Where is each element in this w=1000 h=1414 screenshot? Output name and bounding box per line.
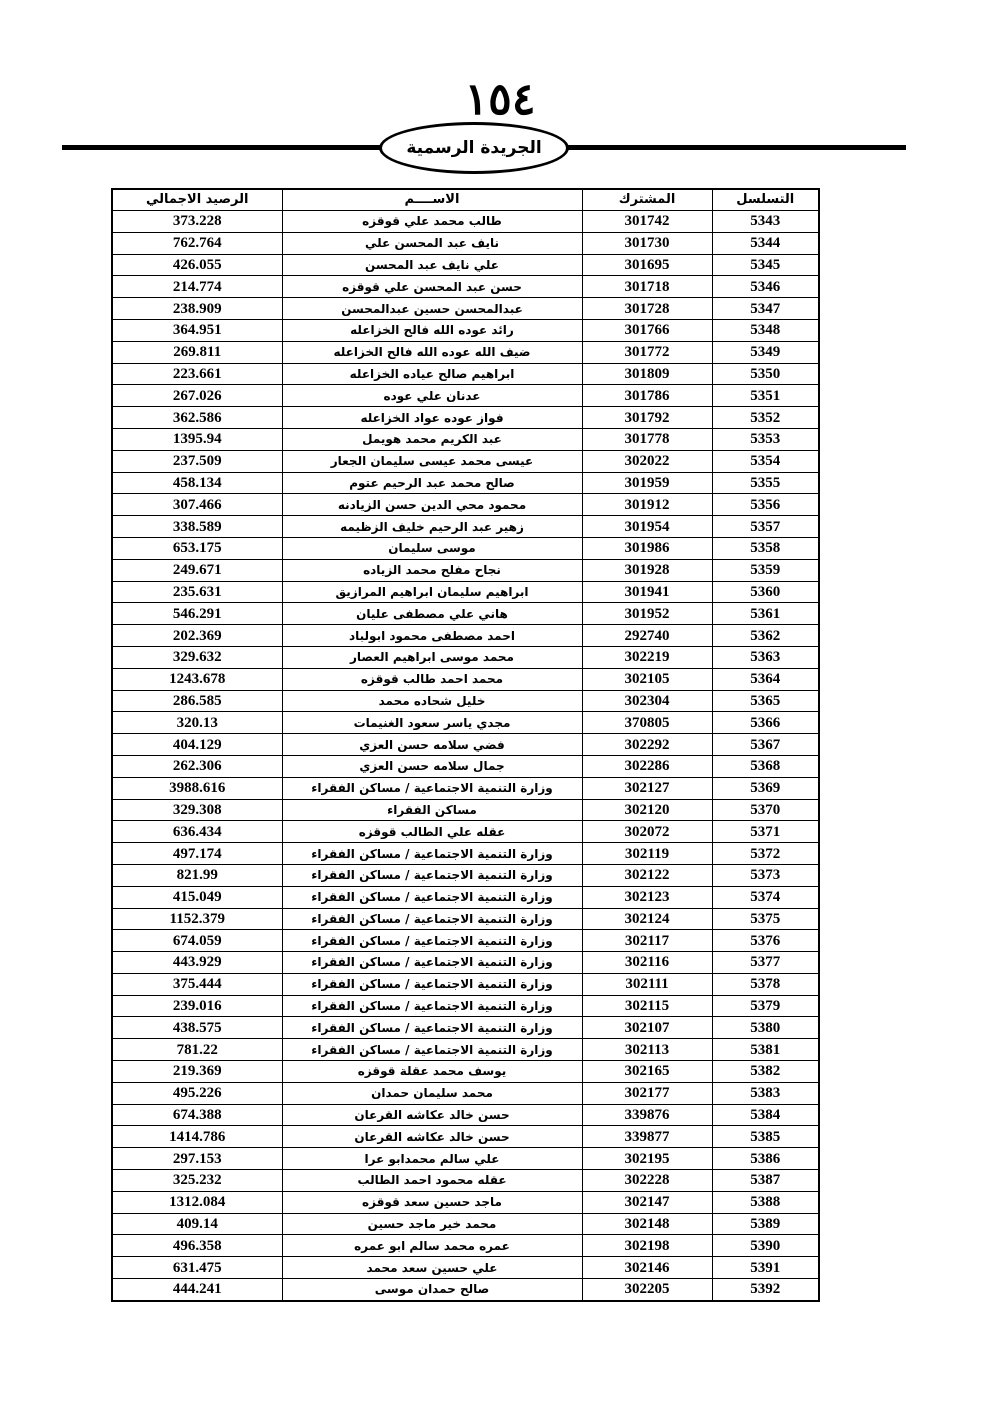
serial-cell: 5363 — [712, 646, 819, 668]
name-cell: علي حسين سعد محمد — [282, 1257, 582, 1279]
table-row — [112, 363, 819, 385]
header-rule-left — [62, 145, 382, 150]
name-cell: محمد موسى ابراهيم العصار — [282, 646, 582, 668]
table-row — [112, 1191, 819, 1213]
balance-cell: 3988.616 — [112, 777, 282, 799]
table-row — [112, 864, 819, 886]
name-cell: عيسى محمد عيسى سليمان الجعار — [282, 450, 582, 472]
subscriber-cell: 301954 — [582, 516, 712, 538]
table-row — [112, 973, 819, 995]
serial-cell: 5380 — [712, 1017, 819, 1039]
subscriber-cell: 301952 — [582, 603, 712, 625]
table-row — [112, 1170, 819, 1192]
balance-cell: 214.774 — [112, 276, 282, 298]
name-cell: وزارة التنمية الاجتماعية / مساكن الفقراء — [282, 886, 582, 908]
table-row — [112, 276, 819, 298]
name-cell: خليل شحاده محمد — [282, 690, 582, 712]
table-row — [112, 1213, 819, 1235]
subscriber-cell: 339877 — [582, 1126, 712, 1148]
serial-cell: 5354 — [712, 450, 819, 472]
name-cell: وزارة التنمية الاجتماعية / مساكن الفقراء — [282, 843, 582, 865]
table-header-row — [112, 189, 819, 211]
table-row — [112, 385, 819, 407]
table-row — [112, 407, 819, 429]
balance-cell: 546.291 — [112, 603, 282, 625]
balance-cell: 674.059 — [112, 930, 282, 952]
subscriber-cell: 301809 — [582, 363, 712, 385]
table-row — [112, 625, 819, 647]
serial-cell: 5374 — [712, 886, 819, 908]
table-row — [112, 450, 819, 472]
subscriber-cell: 302165 — [582, 1061, 712, 1083]
serial-cell: 5373 — [712, 864, 819, 886]
name-cell: موسى سليمان — [282, 537, 582, 559]
subscriber-cell: 302148 — [582, 1213, 712, 1235]
balance-cell: 631.475 — [112, 1257, 282, 1279]
table-row — [112, 1235, 819, 1257]
serial-cell: 5391 — [712, 1257, 819, 1279]
subscriber-cell: 301695 — [582, 254, 712, 276]
subscriber-cell: 301730 — [582, 232, 712, 254]
column-header-serial: التسلسل — [712, 189, 819, 211]
serial-cell: 5348 — [712, 319, 819, 341]
balance-cell: 235.631 — [112, 581, 282, 603]
page-number: ١٥٤ — [464, 74, 536, 125]
balance-cell: 329.632 — [112, 646, 282, 668]
table-row — [112, 1082, 819, 1104]
balances-table-wrapper — [111, 188, 818, 1302]
name-cell: وزارة التنمية الاجتماعية / مساكن الفقراء — [282, 1017, 582, 1039]
table-row — [112, 559, 819, 581]
table-row — [112, 319, 819, 341]
subscriber-cell: 302177 — [582, 1082, 712, 1104]
serial-cell: 5350 — [712, 363, 819, 385]
serial-cell: 5369 — [712, 777, 819, 799]
balance-cell: 362.586 — [112, 407, 282, 429]
subscriber-cell: 302205 — [582, 1279, 712, 1301]
table-row — [112, 428, 819, 450]
serial-cell: 5381 — [712, 1039, 819, 1061]
serial-cell: 5387 — [712, 1170, 819, 1192]
table-row — [112, 1104, 819, 1126]
subscriber-cell: 301718 — [582, 276, 712, 298]
subscriber-cell: 302117 — [582, 930, 712, 952]
table-row — [112, 1126, 819, 1148]
name-cell: صالح محمد عبد الرحيم عتوم — [282, 472, 582, 494]
balance-cell: 444.241 — [112, 1279, 282, 1301]
balance-cell: 338.589 — [112, 516, 282, 538]
table-row — [112, 646, 819, 668]
name-cell: عقله محمود احمد الطالب — [282, 1170, 582, 1192]
column-header-subscriber: المشترك — [582, 189, 712, 211]
subscriber-cell: 302115 — [582, 995, 712, 1017]
balance-cell: 325.232 — [112, 1170, 282, 1192]
balance-cell: 223.661 — [112, 363, 282, 385]
balance-cell: 262.306 — [112, 755, 282, 777]
balance-cell: 1312.084 — [112, 1191, 282, 1213]
gazette-title: الجريدة الرسمية — [379, 122, 569, 174]
balance-cell: 496.358 — [112, 1235, 282, 1257]
name-cell: احمد مصطفى محمود ابولباد — [282, 625, 582, 647]
name-cell: حسن خالد عكاشه القرعان — [282, 1126, 582, 1148]
subscriber-cell: 301778 — [582, 428, 712, 450]
balance-cell: 653.175 — [112, 537, 282, 559]
name-cell: مجدي ياسر سعود الغنيمات — [282, 712, 582, 734]
serial-cell: 5365 — [712, 690, 819, 712]
table-row — [112, 254, 819, 276]
subscriber-cell: 302072 — [582, 821, 712, 843]
table-row — [112, 494, 819, 516]
name-cell: عمره محمد سالم ابو عمره — [282, 1235, 582, 1257]
subscriber-cell: 302120 — [582, 799, 712, 821]
subscriber-cell: 302107 — [582, 1017, 712, 1039]
name-cell: حسن خالد عكاشه القرعان — [282, 1104, 582, 1126]
serial-cell: 5356 — [712, 494, 819, 516]
serial-cell: 5379 — [712, 995, 819, 1017]
serial-cell: 5372 — [712, 843, 819, 865]
table-row — [112, 1279, 819, 1301]
subscriber-cell: 302116 — [582, 952, 712, 974]
balance-cell: 286.585 — [112, 690, 282, 712]
name-cell: وزارة التنمية الاجتماعية / مساكن الفقراء — [282, 973, 582, 995]
table-row — [112, 581, 819, 603]
serial-cell: 5362 — [712, 625, 819, 647]
name-cell: ماجد حسين سعد قوقزه — [282, 1191, 582, 1213]
serial-cell: 5343 — [712, 211, 819, 233]
subscriber-cell: 302022 — [582, 450, 712, 472]
table-row — [112, 821, 819, 843]
table-row — [112, 843, 819, 865]
serial-cell: 5378 — [712, 973, 819, 995]
serial-cell: 5388 — [712, 1191, 819, 1213]
subscriber-cell: 301912 — [582, 494, 712, 516]
table-row — [112, 341, 819, 363]
balance-cell: 495.226 — [112, 1082, 282, 1104]
serial-cell: 5351 — [712, 385, 819, 407]
balance-cell: 636.434 — [112, 821, 282, 843]
balance-cell: 1395.94 — [112, 428, 282, 450]
name-cell: ابراهيم سليمان ابراهيم المرازيق — [282, 581, 582, 603]
table-row — [112, 755, 819, 777]
balance-cell: 219.369 — [112, 1061, 282, 1083]
balance-cell: 1152.379 — [112, 908, 282, 930]
balance-cell: 202.369 — [112, 625, 282, 647]
name-cell: محمد سليمان حمدان — [282, 1082, 582, 1104]
name-cell: رائد عوده الله فالح الخزاعله — [282, 319, 582, 341]
name-cell: محمد خير ماجد حسين — [282, 1213, 582, 1235]
subscriber-cell: 301792 — [582, 407, 712, 429]
name-cell: يوسف محمد عقلة قوقزه — [282, 1061, 582, 1083]
table-row — [112, 1017, 819, 1039]
table-row — [112, 668, 819, 690]
serial-cell: 5361 — [712, 603, 819, 625]
name-cell: عقله علي الطالب قوقزه — [282, 821, 582, 843]
balance-cell: 762.764 — [112, 232, 282, 254]
serial-cell: 5367 — [712, 734, 819, 756]
table-body — [112, 211, 819, 1301]
subscriber-cell: 302304 — [582, 690, 712, 712]
subscriber-cell: 302123 — [582, 886, 712, 908]
name-cell: علي سالم محمدابو عرا — [282, 1148, 582, 1170]
name-cell: محمود محي الدين حسن الزيادنه — [282, 494, 582, 516]
name-cell: عبدالمحسن حسين عبدالمحسن — [282, 298, 582, 320]
header-rule-right — [568, 145, 906, 150]
name-cell: عدنان علي عوده — [282, 385, 582, 407]
subscriber-cell: 301772 — [582, 341, 712, 363]
name-cell: هاني علي مصطفى عليان — [282, 603, 582, 625]
serial-cell: 5368 — [712, 755, 819, 777]
balance-cell: 426.055 — [112, 254, 282, 276]
balance-cell: 821.99 — [112, 864, 282, 886]
serial-cell: 5345 — [712, 254, 819, 276]
table-row — [112, 298, 819, 320]
balance-cell: 329.308 — [112, 799, 282, 821]
subscriber-cell: 339876 — [582, 1104, 712, 1126]
serial-cell: 5364 — [712, 668, 819, 690]
subscriber-cell: 302195 — [582, 1148, 712, 1170]
subscriber-cell: 301728 — [582, 298, 712, 320]
subscriber-cell: 302292 — [582, 734, 712, 756]
subscriber-cell: 301941 — [582, 581, 712, 603]
balance-cell: 404.129 — [112, 734, 282, 756]
serial-cell: 5349 — [712, 341, 819, 363]
name-cell: طالب محمد علي قوقزه — [282, 211, 582, 233]
table-row — [112, 603, 819, 625]
serial-cell: 5390 — [712, 1235, 819, 1257]
balances-table — [111, 188, 820, 1302]
serial-cell: 5344 — [712, 232, 819, 254]
name-cell: جمال سلامه حسن العزي — [282, 755, 582, 777]
name-cell: ضيف الله عوده الله فالح الخزاعله — [282, 341, 582, 363]
balance-cell: 781.22 — [112, 1039, 282, 1061]
table-row — [112, 1061, 819, 1083]
balance-cell: 364.951 — [112, 319, 282, 341]
serial-cell: 5360 — [712, 581, 819, 603]
subscriber-cell: 302146 — [582, 1257, 712, 1279]
balance-cell: 438.575 — [112, 1017, 282, 1039]
serial-cell: 5392 — [712, 1279, 819, 1301]
balance-cell: 375.444 — [112, 973, 282, 995]
column-header-name: الاســــم — [282, 189, 582, 211]
subscriber-cell: 302105 — [582, 668, 712, 690]
balance-cell: 1414.786 — [112, 1126, 282, 1148]
subscriber-cell: 301742 — [582, 211, 712, 233]
subscriber-cell: 301986 — [582, 537, 712, 559]
table-row — [112, 1257, 819, 1279]
subscriber-cell: 292740 — [582, 625, 712, 647]
serial-cell: 5357 — [712, 516, 819, 538]
serial-cell: 5359 — [712, 559, 819, 581]
table-row — [112, 777, 819, 799]
balance-cell: 373.228 — [112, 211, 282, 233]
serial-cell: 5371 — [712, 821, 819, 843]
table-row — [112, 1148, 819, 1170]
name-cell: نجاح مفلح محمد الزياده — [282, 559, 582, 581]
name-cell: وزارة التنمية الاجتماعية / مساكن الفقراء — [282, 952, 582, 974]
table-row — [112, 516, 819, 538]
serial-cell: 5389 — [712, 1213, 819, 1235]
name-cell: علي نايف عبد المحسن — [282, 254, 582, 276]
balance-cell: 267.026 — [112, 385, 282, 407]
subscriber-cell: 301766 — [582, 319, 712, 341]
serial-cell: 5386 — [712, 1148, 819, 1170]
name-cell: وزارة التنمية الاجتماعية / مساكن الفقراء — [282, 930, 582, 952]
table-row — [112, 886, 819, 908]
serial-cell: 5347 — [712, 298, 819, 320]
balance-cell: 238.909 — [112, 298, 282, 320]
subscriber-cell: 302124 — [582, 908, 712, 930]
serial-cell: 5382 — [712, 1061, 819, 1083]
serial-cell: 5385 — [712, 1126, 819, 1148]
table-row — [112, 799, 819, 821]
subscriber-cell: 302219 — [582, 646, 712, 668]
balance-cell: 443.929 — [112, 952, 282, 974]
balance-cell: 239.016 — [112, 995, 282, 1017]
name-cell: فواز عوده عواد الخزاعله — [282, 407, 582, 429]
serial-cell: 5346 — [712, 276, 819, 298]
balance-cell: 458.134 — [112, 472, 282, 494]
balance-cell: 409.14 — [112, 1213, 282, 1235]
balance-cell: 269.811 — [112, 341, 282, 363]
table-row — [112, 908, 819, 930]
table-row — [112, 734, 819, 756]
subscriber-cell: 302147 — [582, 1191, 712, 1213]
subscriber-cell: 302228 — [582, 1170, 712, 1192]
balance-cell: 497.174 — [112, 843, 282, 865]
serial-cell: 5384 — [712, 1104, 819, 1126]
table-row — [112, 690, 819, 712]
table-row — [112, 472, 819, 494]
balance-cell: 320.13 — [112, 712, 282, 734]
serial-cell: 5377 — [712, 952, 819, 974]
subscriber-cell: 302286 — [582, 755, 712, 777]
balance-cell: 1243.678 — [112, 668, 282, 690]
subscriber-cell: 302122 — [582, 864, 712, 886]
subscriber-cell: 302111 — [582, 973, 712, 995]
table-row — [112, 930, 819, 952]
column-header-balance: الرصيد الاجمالي — [112, 189, 282, 211]
subscriber-cell: 301928 — [582, 559, 712, 581]
serial-cell: 5355 — [712, 472, 819, 494]
name-cell: ابراهيم صالح عياده الخزاعله — [282, 363, 582, 385]
table-row — [112, 712, 819, 734]
serial-cell: 5358 — [712, 537, 819, 559]
serial-cell: 5352 — [712, 407, 819, 429]
serial-cell: 5376 — [712, 930, 819, 952]
name-cell: فضي سلامه حسن العزي — [282, 734, 582, 756]
balance-cell: 237.509 — [112, 450, 282, 472]
balance-cell: 297.153 — [112, 1148, 282, 1170]
name-cell: مساكن الفقراء — [282, 799, 582, 821]
table-row — [112, 232, 819, 254]
name-cell: عبد الكريم محمد هويمل — [282, 428, 582, 450]
subscriber-cell: 302119 — [582, 843, 712, 865]
subscriber-cell: 301959 — [582, 472, 712, 494]
name-cell: محمد احمد طالب قوقزه — [282, 668, 582, 690]
name-cell: نايف عبد المحسن علي — [282, 232, 582, 254]
table-row — [112, 995, 819, 1017]
serial-cell: 5353 — [712, 428, 819, 450]
name-cell: حسن عبد المحسن علي قوقزه — [282, 276, 582, 298]
name-cell: صالح حمدان موسى — [282, 1279, 582, 1301]
subscriber-cell: 301786 — [582, 385, 712, 407]
name-cell: وزارة التنمية الاجتماعية / مساكن الفقراء — [282, 908, 582, 930]
table-row — [112, 952, 819, 974]
subscriber-cell: 302198 — [582, 1235, 712, 1257]
name-cell: وزارة التنمية الاجتماعية / مساكن الفقراء — [282, 777, 582, 799]
name-cell: وزارة التنمية الاجتماعية / مساكن الفقراء — [282, 864, 582, 886]
table-row — [112, 537, 819, 559]
balance-cell: 674.388 — [112, 1104, 282, 1126]
serial-cell: 5375 — [712, 908, 819, 930]
subscriber-cell: 370805 — [582, 712, 712, 734]
name-cell: وزارة التنمية الاجتماعية / مساكن الفقراء — [282, 1039, 582, 1061]
serial-cell: 5370 — [712, 799, 819, 821]
balance-cell: 249.671 — [112, 559, 282, 581]
subscriber-cell: 302113 — [582, 1039, 712, 1061]
balance-cell: 307.466 — [112, 494, 282, 516]
table-row — [112, 211, 819, 233]
name-cell: زهير عبد الرحيم خليف الزظيمه — [282, 516, 582, 538]
balance-cell: 415.049 — [112, 886, 282, 908]
subscriber-cell: 302127 — [582, 777, 712, 799]
name-cell: وزارة التنمية الاجتماعية / مساكن الفقراء — [282, 995, 582, 1017]
table-row — [112, 1039, 819, 1061]
serial-cell: 5383 — [712, 1082, 819, 1104]
serial-cell: 5366 — [712, 712, 819, 734]
